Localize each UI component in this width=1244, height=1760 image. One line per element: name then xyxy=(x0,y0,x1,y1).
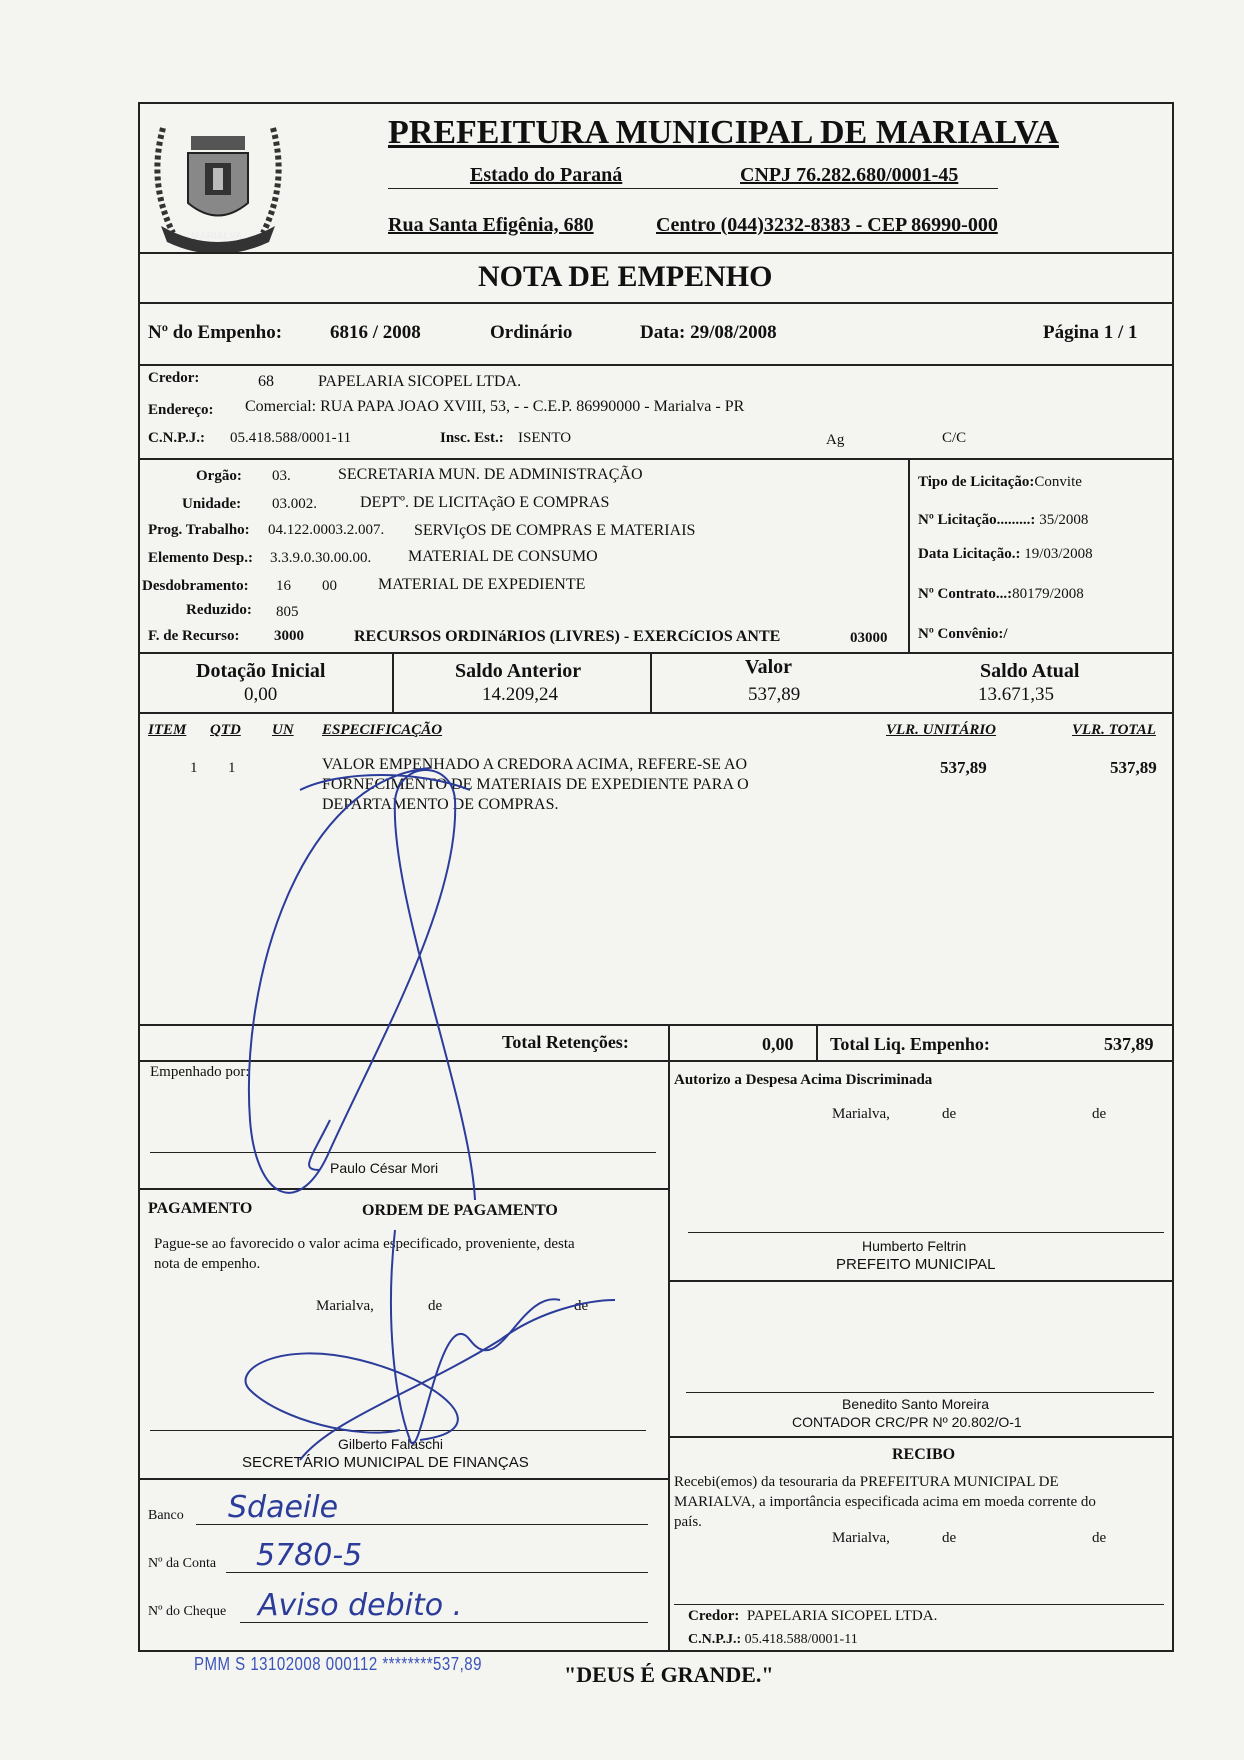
divider xyxy=(138,1188,668,1190)
ag-label: Ag xyxy=(826,432,845,448)
elemento-name: MATERIAL DE CONSUMO xyxy=(408,548,598,565)
divider xyxy=(816,1024,818,1060)
cnpj-label: CNPJ 76.282.680/0001-45 xyxy=(740,164,959,186)
cnpj-credor-label: C.N.P.J.: xyxy=(148,430,205,446)
col-item: ITEM xyxy=(148,722,187,738)
pagamento-place: Marialva, xyxy=(316,1298,374,1314)
pagamento-text-line1: Pague-se ao favorecido o valor acima especificado, proveniente, desta xyxy=(154,1236,575,1252)
header-underline xyxy=(388,188,998,189)
unidade-code: 03.002. xyxy=(272,496,317,512)
district-phone-label: Centro (044)3232-8383 - CEP 86990-000 xyxy=(656,214,998,236)
recibo-de2: de xyxy=(1092,1530,1107,1546)
conta-label: Nº da Conta xyxy=(148,1556,217,1571)
recibo-cnpj: C.N.P.J.: 05.418.588/0001-11 xyxy=(688,1632,858,1647)
item-total-value: 537,89 xyxy=(1110,758,1157,777)
empenho-number: 6816 / 2008 xyxy=(330,322,421,343)
saldo-anterior-value: 14.209,24 xyxy=(482,684,558,705)
credor-address: Comercial: RUA PAPA JOAO XVIII, 53, - - C.E.P. 86990000 - Marialva - PR xyxy=(245,398,745,415)
elemento-code: 3.3.9.0.30.00.00. xyxy=(270,550,372,566)
cheque-label: Nº do Cheque xyxy=(148,1604,227,1619)
recibo-place: Marialva, xyxy=(832,1530,890,1546)
total-liquido-value: 537,89 xyxy=(1104,1034,1154,1054)
item-qtd: 1 xyxy=(228,760,236,776)
page-title: PREFEITURA MUNICIPAL DE MARIALVA xyxy=(388,114,1059,151)
divider xyxy=(668,1436,1174,1438)
divider xyxy=(138,712,1174,714)
item-desc-line2: FORNECIMENTO DE MATERIAIS DE EXPEDIENTE PARA O xyxy=(322,776,749,793)
col-vlr-unitario: VLR. UNITÁRIO xyxy=(886,722,997,738)
divider xyxy=(138,458,1174,460)
unidade-name: DEPTº. DE LICITAçãO E COMPRAS xyxy=(360,494,610,511)
total-retencoes-value: 0,00 xyxy=(762,1034,794,1054)
desdobramento-name: MATERIAL DE EXPEDIENTE xyxy=(378,576,586,593)
total-liquido-label: Total Liq. Empenho: xyxy=(830,1034,990,1054)
desdobramento-a: 16 xyxy=(276,578,291,594)
divider xyxy=(138,652,1174,654)
banco-label: Banco xyxy=(148,1508,184,1523)
item-desc-line1: VALOR EMPENHADO A CREDORA ACIMA, REFERE-SE AO xyxy=(322,756,748,773)
valor-label: Valor xyxy=(745,656,793,678)
recurso-name: RECURSOS ORDINáRIOS (LIVRES) - EXERCíCIOS ANTE xyxy=(354,628,781,645)
signature-line xyxy=(686,1392,1154,1393)
divider xyxy=(138,364,1174,366)
prefeito-name: Humberto Feltrin xyxy=(862,1238,967,1254)
convenio-label: Nº Convênio:/ xyxy=(918,626,1008,642)
orgao-label: Orgão: xyxy=(196,468,242,484)
pagamento-text-line2: nota de empenho. xyxy=(154,1256,261,1272)
credor-name: PAPELARIA SICOPEL LTDA. xyxy=(318,373,522,390)
contador-role: CONTADOR CRC/PR Nº 20.802/O-1 xyxy=(792,1414,1022,1430)
recurso-label: F. de Recurso: xyxy=(148,628,240,644)
credor-code: 68 xyxy=(258,373,274,390)
contrato-label: Nº Contrato...:80179/2008 xyxy=(918,586,1084,602)
empenhado-label: Empenhado por: xyxy=(150,1064,250,1080)
autorizo-place: Marialva, xyxy=(832,1106,890,1122)
divider xyxy=(668,1060,670,1652)
col-qtd: QTD xyxy=(210,722,241,738)
item-desc-line3: DEPARTAMENTO DE COMPRAS. xyxy=(322,796,559,813)
signature-line xyxy=(688,1232,1164,1233)
divider xyxy=(138,1060,1174,1062)
autorizo-de2: de xyxy=(1092,1106,1107,1122)
pagamento-de1: de xyxy=(428,1298,443,1314)
crest-ribbon-text: MARIALVA xyxy=(191,231,243,242)
orgao-code: 03. xyxy=(272,468,291,484)
prog-code: 04.122.0003.2.007. xyxy=(268,522,385,538)
recibo-line3: país. xyxy=(674,1514,702,1530)
autorizo-de1: de xyxy=(942,1106,957,1122)
divider xyxy=(138,1024,1174,1026)
total-retencoes-label: Total Retenções: xyxy=(502,1032,629,1052)
empenho-type: Ordinário xyxy=(490,322,573,343)
recibo-line2: MARIALVA, a importância especificada acima em moeda corrente do xyxy=(674,1494,1096,1510)
empenho-number-label: Nº do Empenho: xyxy=(148,322,283,343)
recurso-code: 3000 xyxy=(274,628,304,644)
cc-label: C/C xyxy=(942,430,967,446)
divider xyxy=(668,1280,1174,1282)
item-number: 1 xyxy=(190,760,198,776)
saldo-anterior-label: Saldo Anterior xyxy=(455,660,582,682)
conta-value: 5780-5 xyxy=(256,1538,363,1573)
ordem-pagamento-label: ORDEM DE PAGAMENTO xyxy=(362,1202,558,1219)
dotacao-label: Dotação Inicial xyxy=(196,660,326,682)
data-licitacao-label: Data Licitação.: 19/03/2008 xyxy=(918,546,1093,562)
numero-licitacao-label: Nº Licitação.........: 35/2008 xyxy=(918,512,1089,528)
address-label: Rua Santa Efigênia, 680 xyxy=(388,214,594,236)
col-un: UN xyxy=(272,722,294,738)
document-title: NOTA DE EMPENHO xyxy=(478,260,773,293)
col-vlr-total: VLR. TOTAL xyxy=(1072,722,1156,738)
recibo-credor: Credor: PAPELARIA SICOPEL LTDA. xyxy=(688,1608,938,1624)
divider xyxy=(650,652,652,712)
pagamento-de2: de xyxy=(574,1298,589,1314)
tipo-licitacao-label: Tipo de Licitação:Convite xyxy=(918,474,1082,490)
signature-line xyxy=(150,1152,656,1153)
saldo-atual-value: 13.671,35 xyxy=(978,684,1054,705)
secretario-name: Gilberto Falaschi xyxy=(338,1436,444,1452)
empenho-date: Data: 29/08/2008 xyxy=(640,322,777,343)
page-number: Página 1 / 1 xyxy=(1043,322,1138,343)
unidade-label: Unidade: xyxy=(182,496,242,512)
autorizo-label: Autorizo a Despesa Acima Discriminada xyxy=(674,1072,933,1088)
insc-label: Insc. Est.: xyxy=(440,430,504,446)
divider xyxy=(138,1478,668,1480)
elemento-label: Elemento Desp.: xyxy=(148,550,253,566)
orgao-name: SECRETARIA MUN. DE ADMINISTRAÇÃO xyxy=(338,466,643,483)
recibo-line1: Recebi(emos) da tesouraria da PREFEITURA MUNICIPAL DE xyxy=(674,1474,1059,1490)
empenhado-signer: Paulo César Mori xyxy=(330,1160,439,1176)
endereco-label: Endereço: xyxy=(148,402,214,418)
reduzido-value: 805 xyxy=(276,604,299,620)
reduzido-label: Reduzido: xyxy=(186,602,252,618)
desdobramento-label: Desdobramento: xyxy=(142,578,249,594)
insc-value: ISENTO xyxy=(518,430,572,446)
bank-stamp: PMM S 13102008 000112 ********537,89 xyxy=(194,1654,482,1675)
divider xyxy=(668,1024,670,1060)
footer-motto: "DEUS É GRANDE." xyxy=(564,1662,774,1687)
crest-emblem xyxy=(143,108,293,258)
credor-label: Credor: xyxy=(148,370,200,386)
state-label: Estado do Paraná xyxy=(470,164,623,186)
banco-value: Sdaeile xyxy=(228,1490,339,1525)
recibo-title: RECIBO xyxy=(892,1446,956,1463)
item-unit-value: 537,89 xyxy=(940,758,987,777)
contador-name: Benedito Santo Moreira xyxy=(842,1396,990,1412)
saldo-atual-label: Saldo Atual xyxy=(980,660,1080,682)
signature-line xyxy=(150,1430,646,1431)
divider xyxy=(392,652,394,712)
divider xyxy=(138,252,1174,254)
prog-label: Prog. Trabalho: xyxy=(148,522,250,538)
divider xyxy=(138,302,1174,304)
pagamento-label: PAGAMENTO xyxy=(148,1200,253,1217)
credor-cnpj: 05.418.588/0001-11 xyxy=(230,430,352,446)
valor-value: 537,89 xyxy=(748,684,801,705)
cheque-value: Aviso debito . xyxy=(258,1588,463,1623)
divider xyxy=(908,458,910,652)
recibo-de1: de xyxy=(942,1530,957,1546)
prefeito-role: PREFEITO MUNICIPAL xyxy=(836,1256,996,1273)
col-especificacao: ESPECIFICAÇÃO xyxy=(322,722,443,738)
prog-name: SERVIçOS DE COMPRAS E MATERIAIS xyxy=(414,522,696,539)
dotacao-value: 0,00 xyxy=(244,684,278,705)
recurso-number: 03000 xyxy=(850,630,888,646)
desdobramento-b: 00 xyxy=(322,578,337,594)
signature-line xyxy=(674,1604,1164,1605)
secretario-role: SECRETÁRIO MUNICIPAL DE FINANÇAS xyxy=(242,1454,529,1471)
